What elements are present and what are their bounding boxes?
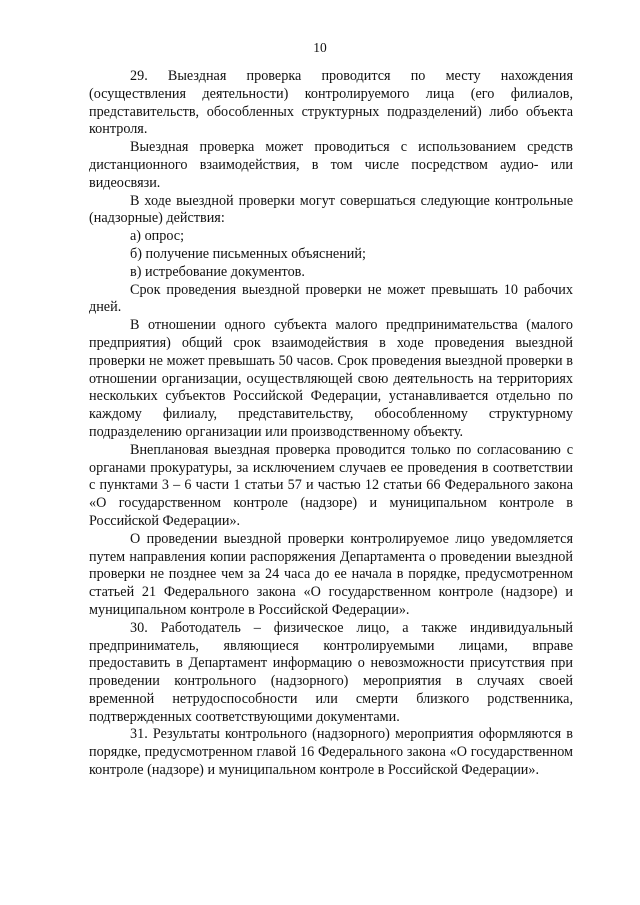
paragraph-31: 31. Результаты контрольного (надзорного) мероприятия оформляются в порядке, предусмотренном главой 16 Федерального закона «О государственном контроле (надзоре) и муниципальном контроле в Российской Федерации».: [89, 726, 573, 779]
paragraph-unscheduled: Внеплановая выездная проверка проводится только по согласованию с органами прокуратуры, за исключением случаев ее проведения в соответствии с пунктами 3 – 6 части 1 статьи 57 и частью 12 статьи 66 Федерального закона «О государственном контроле (надзоре) и муниципальном контроле в Российской Федерации».: [89, 441, 573, 529]
paragraph-29: 29. Выездная проверка проводится по месту нахождения (осуществления деятельности) контролируемого лица (его филиалов, представительств, обособленных структурных подразделений) либо объекта контроля.: [89, 68, 573, 138]
list-item-c: в) истребование документов.: [130, 263, 305, 280]
paragraph-small-business: В отношении одного субъекта малого предпринимательства (малого предприятия) общий срок взаимодействия в ходе проведения выездной проверки не может превышать 50 часов. Срок проведения выездной проверки в отношении организации, осуществляющей свою деятельность на территориях нескольких субъектов Российской Федерации, устанавливается отдельно по каждому филиалу, представительству, обособленному структурному подразделению организации или производственному объекту.: [89, 317, 573, 440]
list-item-b: б) получение письменных объяснений;: [130, 245, 366, 262]
document-body: [89, 68, 573, 780]
list-item-a: а) опрос;: [130, 228, 185, 245]
paragraph-actions-intro: В ходе выездной проверки могут совершаться следующие контрольные (надзорные) действия:: [89, 192, 573, 227]
page-number: 10: [313, 40, 327, 55]
paragraph-duration: Срок проведения выездной проверки не может превышать 10 рабочих дней.: [89, 281, 573, 316]
paragraph-remote-inspection: Выездная проверка может проводиться с использованием средств дистанционного взаимодействия, в том числе посредством аудио- или видеосвязи.: [89, 139, 573, 191]
paragraph-notification: О проведении выездной проверки контролируемое лицо уведомляется путем направления копии распоряжения Департамента о проведении выездной проверки не позднее чем за 24 часа до ее начала в порядке, предусмотренном статьей 21 Федерального закона «О государственном контроле (надзоре) и муниципальном контроле в Российской Федерации».: [89, 530, 573, 618]
paragraph-30: 30. Работодатель – физическое лицо, а также индивидуальный предприниматель, являющиеся контролируемыми лицами, вправе предоставить в Департамент информацию о невозможности присутствия при проведении контрольного (надзорного) мероприятия в случаях своей временной нетрудоспособности или смерти близкого родственника, подтвержденных соответствующими документами.: [89, 619, 573, 725]
